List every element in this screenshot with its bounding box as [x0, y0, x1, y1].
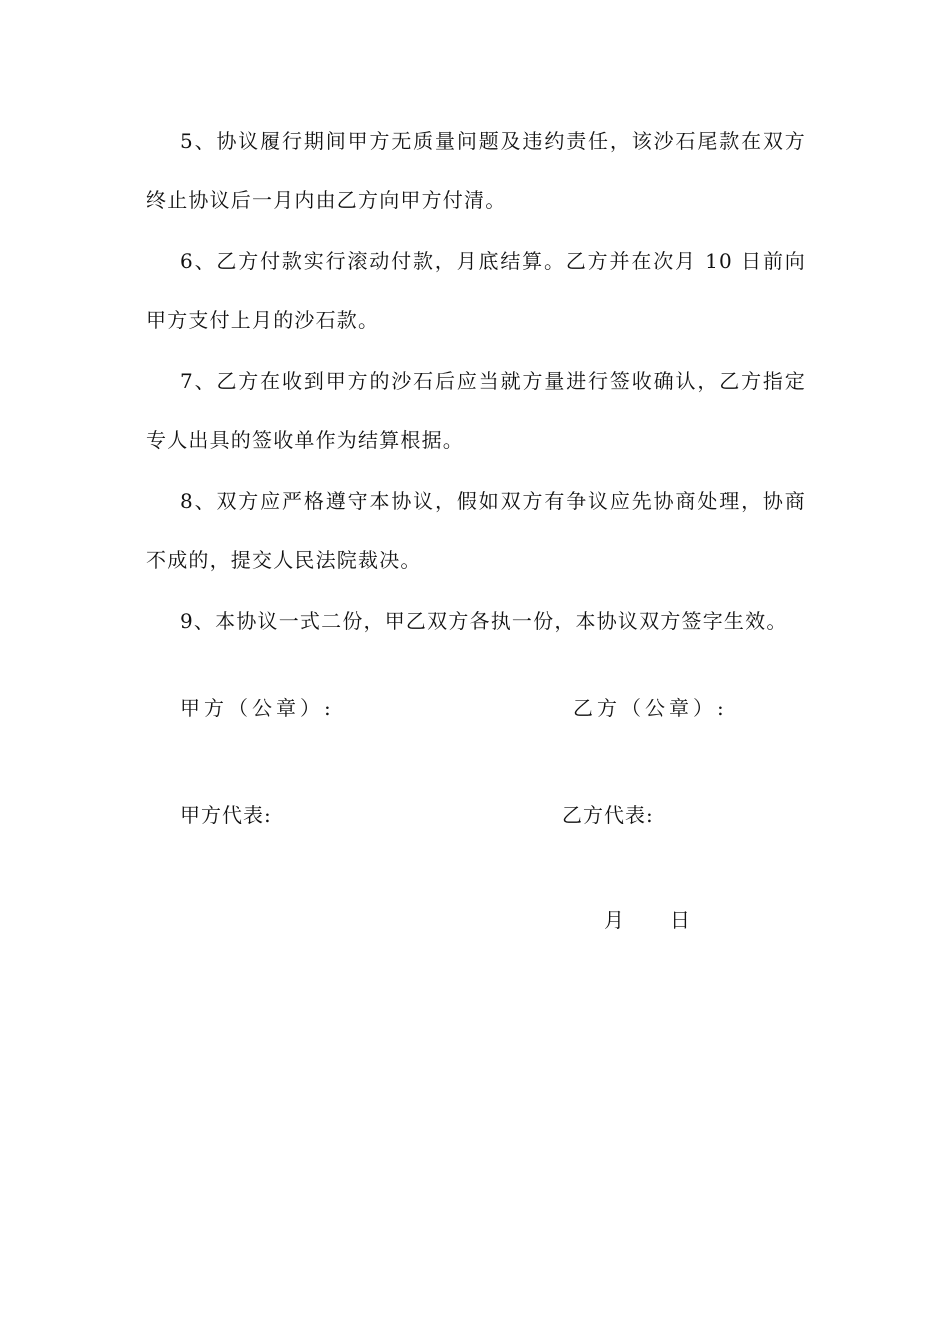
clause-7: 7、乙方在收到甲方的沙石后应当就方量进行签收确认，乙方指定专人出具的签收单作为结算根据。 — [146, 369, 806, 452]
party-a-representative-label: 甲方代表: — [180, 803, 272, 827]
clause-6: 6、乙方付款实行滚动付款，月底结算。乙方并在次月 10 日前向甲方支付上月的沙石款。 — [146, 249, 806, 332]
clause-list — [146, 112, 806, 653]
party-b-representative-label: 乙方代表: — [562, 803, 654, 827]
clause-5: 5、协议履行期间甲方无质量问题及违约责任，该沙石尾款在双方终止协议后一月内由乙方向甲方付清。 — [146, 129, 806, 212]
party-b-seal-label: 乙方（公章）: — [573, 696, 728, 720]
clause-9: 9、本协议一式二份，甲乙双方各执一份，本协议双方签字生效。 — [180, 609, 788, 633]
date-day-label: 日 — [670, 908, 691, 932]
clause-8: 8、双方应严格遵守本协议，假如双方有争议应先协商处理，协商不成的，提交人民法院裁决。 — [146, 489, 806, 572]
date-month-label: 月 — [604, 908, 625, 932]
party-a-seal-label: 甲方（公章）: — [180, 696, 335, 720]
